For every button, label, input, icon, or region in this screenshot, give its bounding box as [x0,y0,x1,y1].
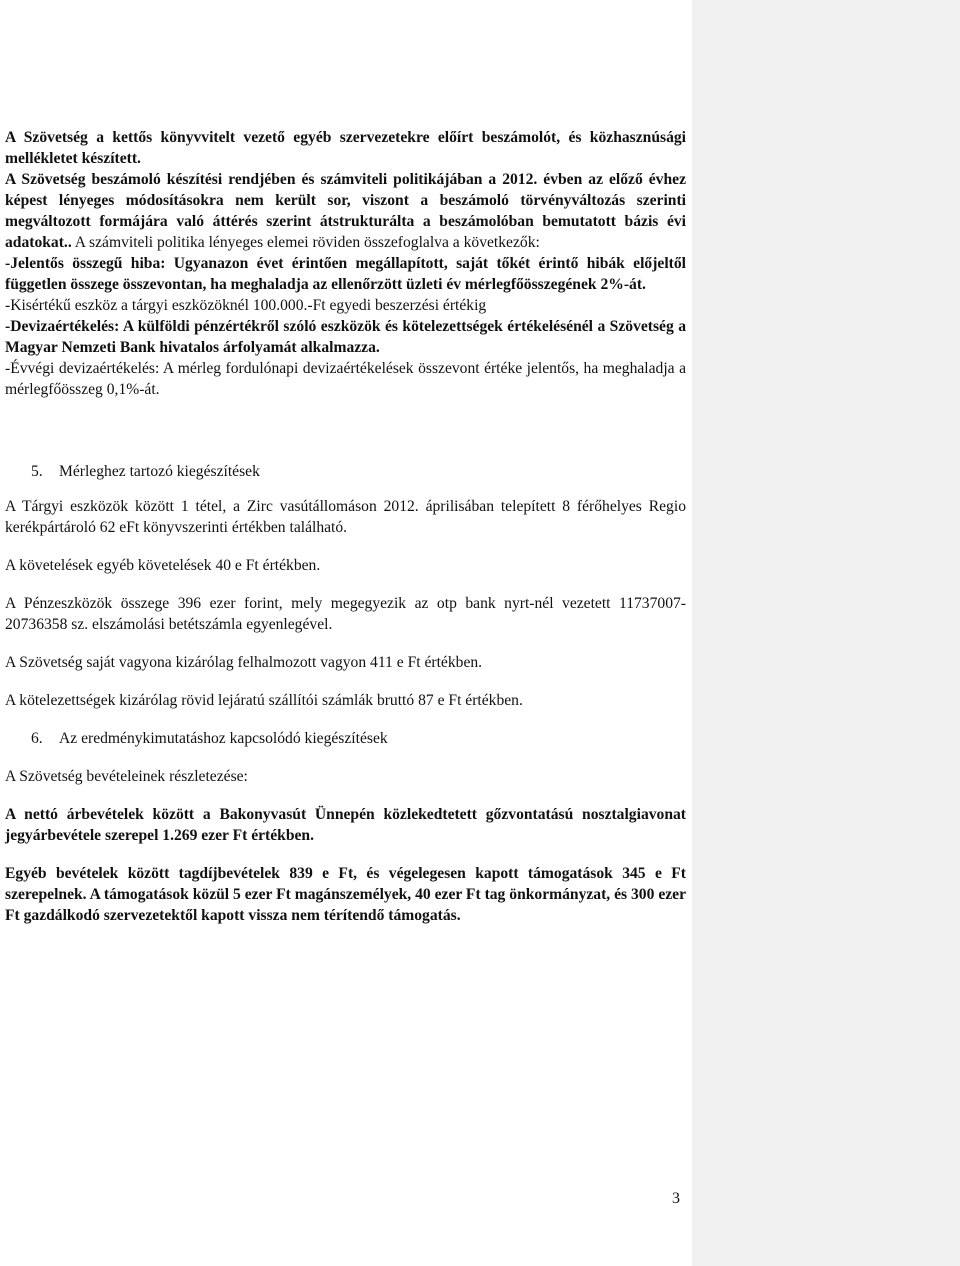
section-6-title: Az eredménykimutatáshoz kapcsolódó kiegészítések [59,730,388,747]
paragraph-other-income: Egyéb bevételek között tagdíjbevételek 839 e Ft, és végelegesen kapott támogatások 345 e Ft szerepelnek. A támogatások közül 5 ezer Ft magánszemélyek, 40 ezer Ft tag önkormányzat, és 300 ezer Ft gazdálkodó szervezetektől kapott vissza nem térítendő támogatás. [5,865,686,924]
accounting-policy-text: A Szövetség beszámoló készítési rendjében és számviteli politikájában a 2012. évben az előző évhez képest lényeges módosításokra nem került sor, viszont a beszámoló törvényváltozás szerinti megváltozott formájára való áttérés szerint átstrukturálta a beszámolóban bemutatott bázis évi adatokat.. [5,171,686,251]
paragraph-currency-valuation: -Devizaértékelés: A külföldi pénzértékről szóló eszközök és kötelezettségek értékelésénél a Szövetség a Magyar Nemzeti Bank hivatalos árfolyamát alkalmazza. [5,318,686,356]
paragraph-net-revenue: A nettó árbevételek között a Bakonyvasút Ünnepén közlekedtetett gőzvontatású nosztalgiavonat jegyárbevétele szerepel 1.269 ezer Ft értékben. [5,806,686,844]
paragraph-liabilities: A kötelezettségek kizárólag rövid lejáratú szállítói számlák bruttó 87 e Ft értékben. [5,692,523,709]
paragraph-equity: A Szövetség saját vagyona kizárólag felhalmozott vagyon 411 e Ft értékben. [5,654,483,671]
paragraph-year-end-valuation: -Évvégi devizaértékelés: A mérleg fordulónapi devizaértékelések összevont értéke jelentős, ha meghaladja a mérlegfőösszeg 0,1%-át. [5,360,686,398]
section-6-heading [5,728,686,749]
paragraph-cash: A Pénzeszközök összege 396 ezer forint, mely megegyezik az otp bank nyrt-nél vezetett 11737007-20736358 sz. elszámolási betétszámla egyenlegével. [5,595,686,633]
paragraph-report-intro: A Szövetség a kettős könyvvitelt vezető egyéb szervezetekre előírt beszámolót, és közhasznúsági mellékletet készített. [5,129,686,167]
section-5-heading [5,461,686,482]
document-body [5,127,686,926]
accounting-policy-summary: A számviteli politika lényeges elemei röviden összefoglalva a következők: [71,234,540,251]
page-number: 3 [672,1190,680,1207]
paragraph-receivables: A követelések egyéb követelések 40 e Ft értékben. [5,557,321,574]
paragraph-significant-error: -Jelentős összegű hiba: Ugyanazon évet érintően megállapított, saját tőkét érintő hibák előjeltől független összege összevontan, ha meghaladja az ellenőrzött üzleti év mérlegfőösszegének 2%-át. [5,255,686,293]
paragraph-tangible-assets: A Tárgyi eszközök között 1 tétel, a Zirc vasútállomáson 2012. áprilisában telepített 8 férőhelyes Regio kerékpártároló 62 eFt könyvszerinti értékben található. [5,498,686,536]
paragraph-revenue-details: A Szövetség bevételeinek részletezése: [5,768,248,785]
section-5-number: 5. [31,463,43,480]
section-6-number: 6. [31,730,43,747]
comment-margin-panel [692,0,960,1266]
paragraph-low-value-asset: -Kisértékű eszköz a tárgyi eszközöknél 100.000.-Ft egyedi beszerzési értékig [5,297,487,314]
paragraph-accounting-policy [5,169,686,253]
section-5-title: Mérleghez tartozó kiegészítések [59,463,260,480]
